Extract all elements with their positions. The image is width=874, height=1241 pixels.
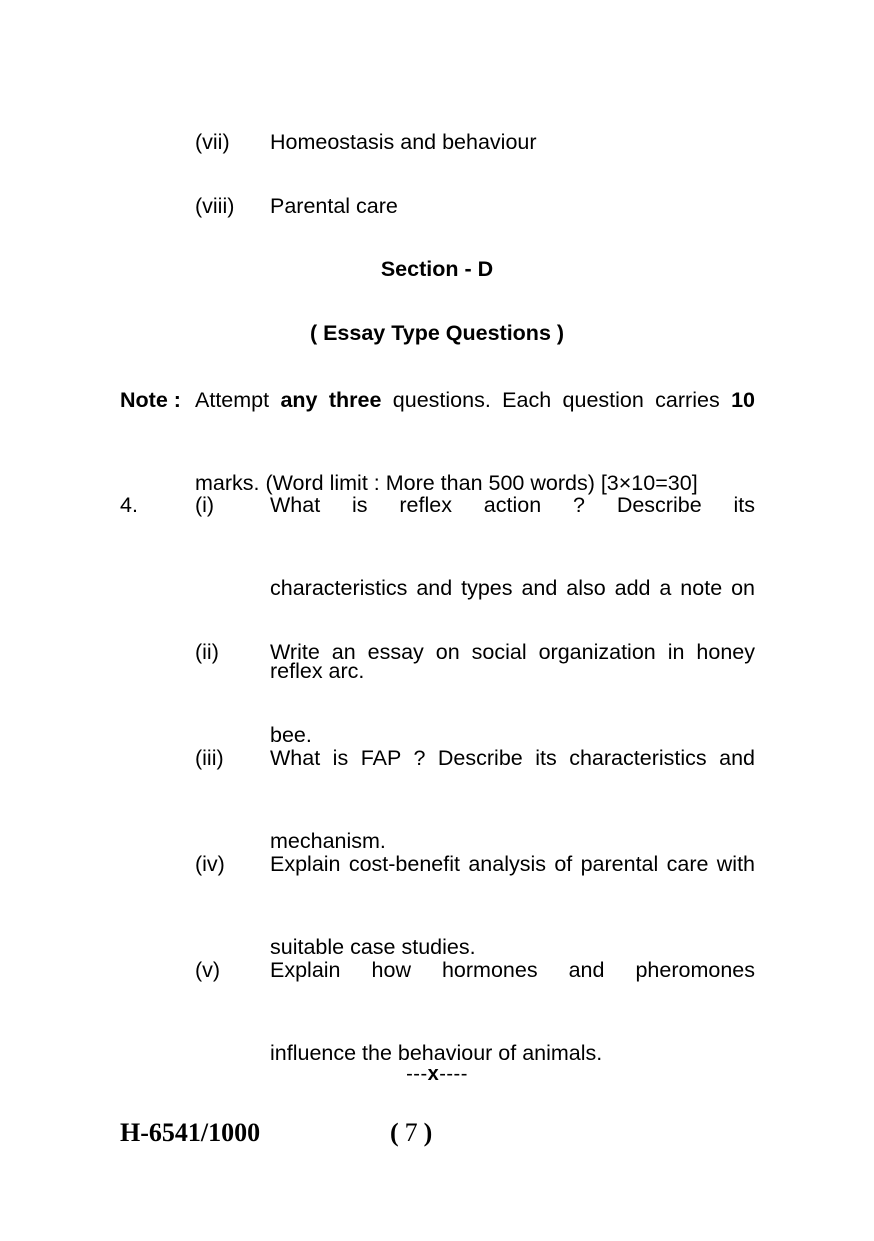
question-item-line: mechanism. [270,829,386,853]
note-line1-part1: Attempt [195,388,281,412]
page-footer [0,1113,874,1153]
list-item [120,122,755,164]
question-item-line: reflex arc. [270,659,365,683]
note-line1-part2: questions. Each question carries [381,388,732,412]
list-item-marker: (vii) [195,130,230,154]
question-item-marker: (iv) [195,852,225,876]
question-item-line: suitable case studies. [270,935,476,959]
end-mark-x: x [427,1063,440,1085]
question-item-marker: (v) [195,958,221,982]
paper-code: H-6541/1000 [120,1118,261,1147]
question-item-marker: (ii) [195,640,219,664]
question-item-line: Write an essay on social organization in honey [270,640,755,664]
question-item-line: What is reflex action ? Describe its [270,493,755,517]
end-mark-suffix: ---- [439,1063,468,1085]
note-label: Note : [120,388,181,412]
section-subtitle: ( Essay Type Questions ) [309,321,565,345]
question-item [120,950,755,1075]
question-item-marker: (iii) [195,746,224,770]
question-item-line: Explain how hormones and pheromones [270,958,755,982]
note-line1-bold-any-three: any three [280,388,382,412]
question-item-line: Explain cost-benefit analysis of parental care with [270,852,755,876]
list-item-text: Parental care [270,194,398,218]
page-number-value: 7 [404,1118,418,1147]
question-item-line: What is FAP ? Describe its characteristics and [270,746,755,770]
end-of-paper-mark [0,1062,874,1086]
page-number [390,1113,432,1153]
page-number-close-paren: ) [423,1118,433,1147]
end-mark-prefix: --- [406,1063,428,1085]
question-item-line: influence the behaviour of animals. [270,1041,603,1065]
note-line-1 [195,380,755,463]
page-number-open-paren: ( [390,1118,399,1147]
question-item-line: characteristics and types and also add a note on [270,576,755,600]
list-item-text: Homeostasis and behaviour [270,130,537,154]
note-line-2: marks. (Word limit : More than 500 words) [3×10=30] [195,471,698,495]
question-item-line: bee. [270,723,312,747]
question-item-text [270,950,755,1075]
question-number: 4. [120,493,138,517]
note-line1-bold-marks: 10 [731,388,755,412]
question-item-marker: (i) [195,493,215,517]
section-title: Section - D [380,257,494,281]
list-item [120,186,755,228]
list-item-marker: (viii) [195,194,235,218]
